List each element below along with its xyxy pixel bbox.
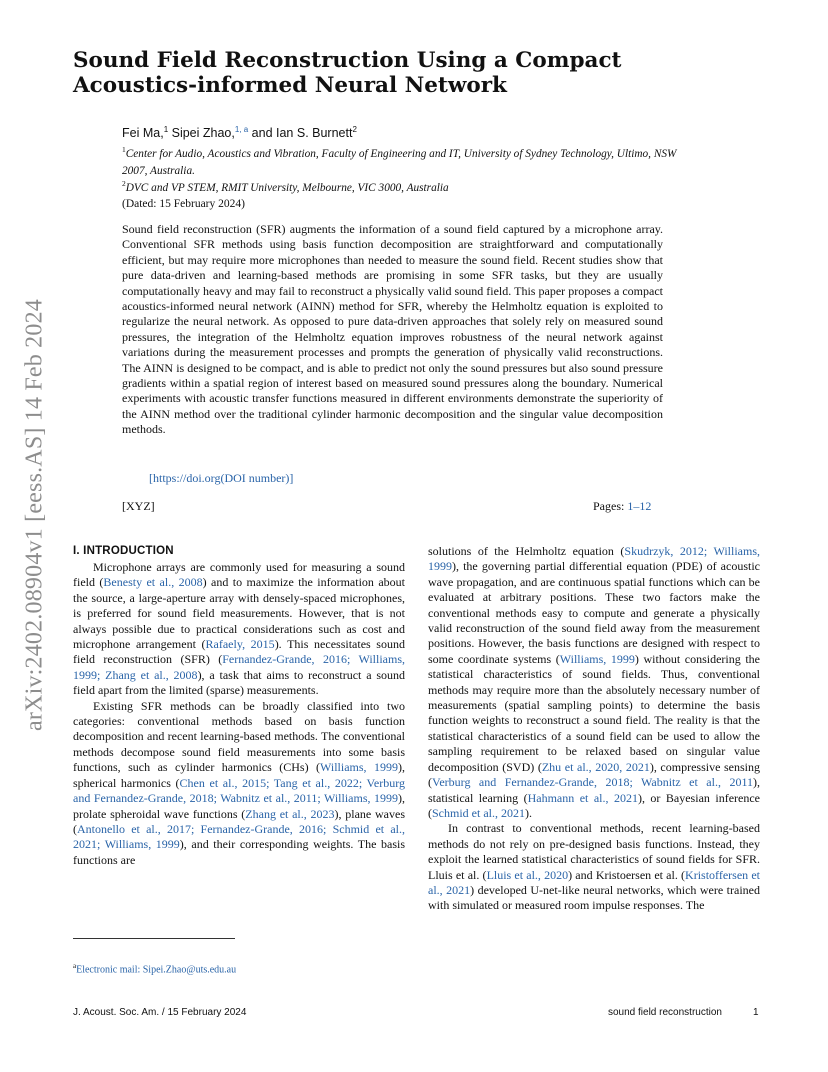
author-1: Fei Ma, bbox=[122, 126, 164, 141]
pages-label: Pages: bbox=[593, 499, 628, 513]
affiliation-1-text: Center for Audio, Acoustics and Vibration, Faculty of Engineering and IT, University of Sydney Technology, Ultimo, NSW 2007, Australia. bbox=[122, 147, 677, 177]
pages-link[interactable]: 1–12 bbox=[627, 499, 652, 513]
affiliation-1 bbox=[122, 141, 682, 180]
author-3-affil: 2 bbox=[352, 125, 357, 134]
text-span: ), statistical learning ( bbox=[428, 775, 760, 805]
text-span: solutions of the Helmholtz equation ( bbox=[428, 544, 625, 558]
citation-link[interactable]: Williams, 1999 bbox=[320, 760, 398, 775]
paragraph bbox=[428, 821, 760, 913]
left-column bbox=[73, 560, 405, 868]
dated-line: (Dated: 15 February 2024) bbox=[122, 198, 245, 210]
paragraph bbox=[73, 560, 405, 699]
text-span: ). bbox=[525, 805, 532, 820]
citation-link[interactable]: Rafaely, 2015 bbox=[205, 637, 275, 652]
arxiv-identifier-stamp bbox=[21, 280, 48, 750]
author-3: and Ian S. Burnett bbox=[248, 126, 353, 141]
citation-link[interactable]: Hahmann et al., 2021 bbox=[527, 790, 638, 805]
text-span: ), spherical harmonics ( bbox=[73, 760, 405, 790]
text-span: ), the governing partial differential equation (PDE) of acoustic wave propagation, and are continuous spatial functions which can be evaluated at arbitrary positions. These two factors make the conventional methods easy to compute and generate a physically valid reconstruction of the sound field away from the measurement positions. However, the basis functions are designed with respect to some coordinate systems ( bbox=[428, 559, 760, 666]
text-span: ) developed U-net-like neural networks, which were trained with simulated or measured room impulse responses. The bbox=[428, 882, 760, 913]
text-span: ), and their corresponding weights. The basis functions are bbox=[73, 837, 405, 867]
author-2: Sipei Zhao, bbox=[168, 126, 235, 141]
author-1-affil: 1 bbox=[163, 125, 169, 134]
abstract: Sound field reconstruction (SFR) augments the information of a sound field captured by a microphone array. Conventional SFR methods using basis function decomposition are straightforward and computationally efficient, but may require more microphones than needed to measure the sound field. Recent studies show that pure data-driven and learning-based methods are promising in some SFR tasks, but they are usually computationally heavy and may fail to reconstruct a physically valid sound field. This paper proposes a compact acoustics-informed neural network (AINN) method for SFR, whereby the Helmholtz equation is exploited to regularize the neural network. As opposed to pure data-driven approaches that solely rely on measured sound pressures, the integration of the Helmholtz equation improves robustness of the neural network against variations during the measurement processes and prompts the generation of physically valid reconstructions. The AINN is designed to be compact, and is able to predict not only the sound pressures but also sound pressure gradients within a spatial region of interest based on measured sound pressures along the boundary. Numerical experiments with acoustic transfer functions measured in different environments demonstrate the superiority of the AINN method over the traditional cylinder harmonic decomposition and the singular value decomposition methods. bbox=[122, 222, 663, 437]
citation-link[interactable]: Verburg and Fernandez-Grande, 2018; Wabnitz et al., 2011 bbox=[432, 775, 753, 790]
text-span: ). This necessitates sound field reconstruction (SFR) ( bbox=[73, 637, 405, 667]
footer-page-number: 1 bbox=[753, 1007, 759, 1018]
footer-journal: J. Acoust. Soc. Am. / 15 February 2024 bbox=[73, 1007, 247, 1018]
text-span: ) and Kristoersen et al. ( bbox=[568, 867, 686, 882]
paragraph bbox=[428, 544, 760, 821]
affiliation-2-marker: 2 bbox=[122, 179, 126, 188]
text-span: ), prolate spheroidal wave functions ( bbox=[73, 791, 405, 821]
citation-link[interactable]: Lluis et al., 2020 bbox=[486, 867, 569, 882]
citation-link[interactable]: Zhu et al., 2020, 2021 bbox=[541, 759, 650, 774]
footer-running-title: sound field reconstruction bbox=[608, 1007, 722, 1018]
affiliation-2 bbox=[122, 175, 682, 197]
section-heading-introduction: I. INTRODUCTION bbox=[73, 545, 174, 557]
author-list bbox=[122, 125, 357, 140]
footnote bbox=[73, 962, 236, 975]
arxiv-identifier-text: arXiv:2402.08904v1 [eess.AS] 14 Feb 2024 bbox=[21, 299, 48, 731]
footnote-email-link[interactable]: Electronic mail: Sipei.Zhao@uts.edu.au bbox=[76, 964, 237, 976]
affiliation-1-marker: 1 bbox=[122, 145, 126, 154]
text-span: ), a task that aims to reconstruct a sound field apart from the limited (sparse) measurements. bbox=[73, 667, 406, 698]
footnote-divider bbox=[73, 938, 235, 939]
text-span: ), or Bayesian inference ( bbox=[428, 790, 760, 820]
text-span: ) without considering the statistical characteristics of sound fields. Thus, conventional methods may require more than the absolutely necessary number of measurements (spatial sampling points) to determine the basis function weights to reconstruct a sound field. The reality is that the statistical characteristics of a sound field can be used to allow the sampling requirement to be relaxed based on singular value decomposition (SVD) ( bbox=[428, 651, 761, 774]
text-span: Existing SFR methods can be broadly classified into two categories: conventional methods based on basis function decomposition and recent learning-based methods. The conventional methods decompose sound field measurements into some basis functions, such as cylinder harmonics (CHs) ( bbox=[73, 698, 405, 775]
footnote-marker: a bbox=[73, 962, 77, 970]
right-column bbox=[428, 544, 760, 914]
citation-link[interactable]: Benesty et al., 2008 bbox=[103, 575, 203, 590]
xyz-tag: [XYZ] bbox=[122, 499, 155, 513]
citation-link[interactable]: Chen et al., 2015; Tang et al., 2022; Verburg and Fernandez-Grande, 2018; Wabnitz et al., 2011; Williams, 1999 bbox=[73, 775, 405, 806]
paragraph bbox=[73, 699, 405, 868]
text-span: Microphone arrays are commonly used for measuring a sound field ( bbox=[73, 560, 405, 590]
citation-link[interactable]: Williams, 1999 bbox=[559, 651, 635, 666]
text-span: ) and to maximize the information about the source, a large-aperture array with densely-spaced microphones, is preferred for sound field measurements. However, that is not always possible due to practical considerations such as cost and microphone arrangement ( bbox=[73, 575, 405, 652]
author-2-affil[interactable]: 1, a bbox=[234, 125, 249, 134]
text-span: ), compressive sensing ( bbox=[428, 759, 760, 790]
citation-link[interactable]: Kristoffersen et al., 2021 bbox=[428, 867, 760, 897]
text-span: In contrast to conventional methods, recent learning-based methods do not rely on pre-designed basis functions. Instead, they exploit the learned statistical characteristics of sound fields for SFR. Lluis et al. ( bbox=[428, 821, 760, 882]
citation-link[interactable]: Antonello et al., 2017; Fernandez-Grande, 2016; Schmid et al., 2021; Williams, 1999 bbox=[73, 821, 405, 852]
text-span: ), plane waves ( bbox=[73, 806, 405, 836]
citation-link[interactable]: Zhang et al., 2023 bbox=[245, 806, 335, 821]
pages-info bbox=[593, 499, 651, 514]
citation-link[interactable]: Skudrzyk, 2012; Williams, 1999 bbox=[428, 544, 761, 574]
affiliation-2-text: DVC and VP STEM, RMIT University, Melbourne, VIC 3000, Australia bbox=[125, 181, 449, 194]
paper-title: Sound Field Reconstruction Using a Compact Acoustics-informed Neural Network bbox=[73, 48, 622, 98]
doi-link[interactable]: [https://doi.org(DOI number)] bbox=[149, 471, 294, 485]
citation-link[interactable]: Schmid et al., 2021 bbox=[432, 805, 525, 820]
citation-link[interactable]: Fernandez-Grande, 2016; Williams, 1999; Zhang et al., 2008 bbox=[73, 652, 405, 682]
